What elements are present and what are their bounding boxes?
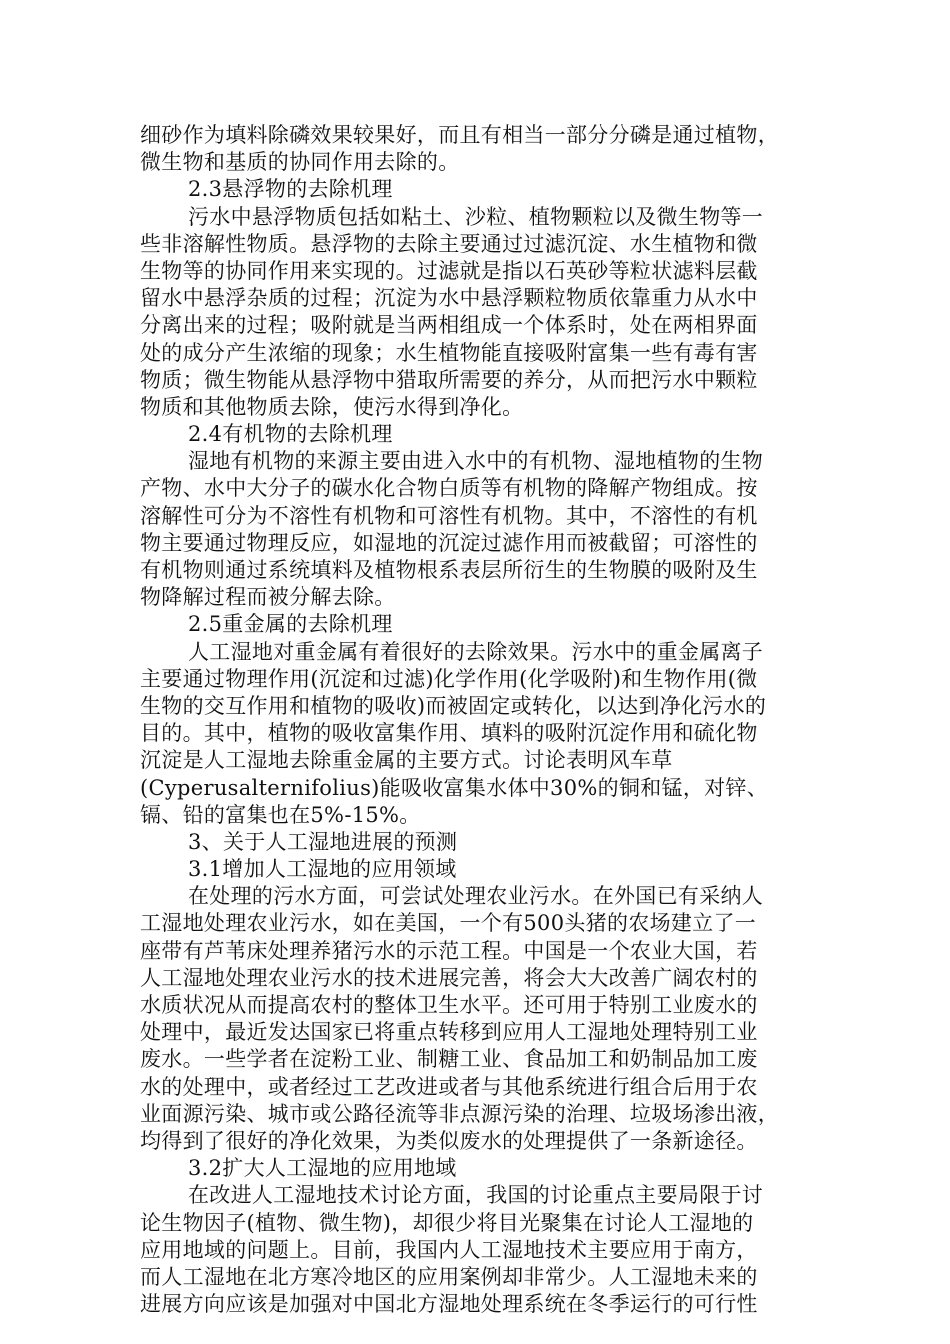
text-line: 座带有芦苇床处理养猪污水的示范工程。中国是一个农业大国，若 — [140, 938, 758, 963]
text-line: 处的成分产生浓缩的现象；水生植物能直接吸附富集一些有毒有害 — [140, 340, 758, 365]
text-line: 污水中悬浮物质包括如粘土、沙粒、植物颗粒以及微生物等一 — [188, 204, 764, 229]
text-line: 处理中，最近发达国家已将重点转移到应用人工湿地处理特别工业 — [140, 1020, 758, 1045]
text-line: 3、关于人工湿地进展的预测 — [188, 829, 458, 854]
text-line: 生物的交互作用和植物的吸收)而被固定或转化，以达到净化污水的 — [140, 693, 767, 718]
text-line: 业面源污染、城市或公路径流等非点源污染的治理、垃圾场渗出液， — [140, 1101, 779, 1126]
text-line: 人工湿地对重金属有着很好的去除效果。污水中的重金属离子 — [188, 639, 764, 664]
text-line: 湿地有机物的来源主要由进入水中的有机物、湿地植物的生物 — [188, 449, 764, 474]
text-line: 溶解性可分为不溶性有机物和可溶性有机物。其中，不溶性的有机 — [140, 503, 758, 528]
text-line: 论生物因子(植物、微生物)，却很少将目光聚集在讨论人工湿地的 — [140, 1210, 754, 1235]
text-line: (Cyperusalternifolius)能吸收富集水体中30%的铜和锰，对锌、 — [140, 775, 769, 800]
text-line: 分离出来的过程；吸附就是当两相组成一个体系时，处在两相界面 — [140, 313, 758, 338]
text-line: 产物、水中大分子的碳水化合物白质等有机物的降解产物组成。按 — [140, 476, 758, 501]
text-line: 3.2扩大人工湿地的应用地域 — [188, 1156, 457, 1181]
text-line: 2.5重金属的去除机理 — [188, 612, 393, 637]
text-line: 在改进人工湿地技术讨论方面，我国的讨论重点主要局限于讨 — [188, 1183, 764, 1208]
text-line: 镉、铅的富集也在5%-15%。 — [140, 802, 421, 827]
text-line: 2.4有机物的去除机理 — [188, 422, 393, 447]
text-line: 主要通过物理作用(沉淀和过滤)化学作用(化学吸附)和生物作用(微 — [140, 666, 758, 691]
text-line: 物主要通过物理反应，如湿地的沉淀过滤作用而被截留；可溶性的 — [140, 530, 758, 555]
text-line: 水的处理中，或者经过工艺改进或者与其他系统进行组合后用于农 — [140, 1074, 758, 1099]
text-line: 微生物和基质的协同作用去除的。 — [140, 150, 460, 175]
text-line: 有机物则通过系统填料及植物根系表层所衍生的生物膜的吸附及生 — [140, 558, 758, 582]
text-line: 目的。其中，植物的吸收富集作用、填料的吸附沉淀作用和硫化物 — [140, 721, 758, 746]
text-line: 3.1增加人工湿地的应用领域 — [188, 857, 457, 882]
text-line: 物质和其他物质去除，使污水得到净化。 — [140, 394, 524, 419]
text-line: 人工湿地处理农业污水的技术进展完善，将会大大改善广阔农村的 — [140, 965, 758, 990]
text-line: 在处理的污水方面，可尝试处理农业污水。在外国已有采纳人 — [188, 884, 764, 909]
text-line: 物质；微生物能从悬浮物中猎取所需要的养分，从而把污水中颗粒 — [140, 367, 758, 392]
text-line: 物降解过程而被分解去除。 — [140, 585, 396, 610]
text-line: 进展方向应该是加强对中国北方湿地处理系统在冬季运行的可行性 — [140, 1292, 758, 1317]
text-line: 些非溶解性物质。悬浮物的去除主要通过过滤沉淀、水生植物和微 — [140, 231, 758, 256]
document-body — [140, 122, 812, 1318]
text-line: 生物等的协同作用来实现的。过滤就是指以石英砂等粒状滤料层截 — [140, 258, 758, 283]
text-line: 细砂作为填料除磷效果较果好，而且有相当一部分分磷是通过植物， — [140, 123, 779, 147]
text-line: 均得到了很好的净化效果，为类似废水的处理提供了一条新途径。 — [140, 1128, 758, 1153]
text-line: 水质状况从而提高农村的整体卫生水平。还可用于特别工业废水的 — [140, 993, 758, 1017]
text-line: 工湿地处理农业污水，如在美国，一个有500头猪的农场建立了一 — [140, 911, 757, 936]
text-line: 应用地域的问题上。目前，我国内人工湿地技术主要应用于南方， — [140, 1237, 758, 1262]
text-line: 而人工湿地在北方寒冷地区的应用案例却非常少。人工湿地未来的 — [140, 1264, 758, 1289]
text-line: 2.3悬浮物的去除机理 — [188, 177, 393, 202]
text-line: 留水中悬浮杂质的过程；沉淀为水中悬浮颗粒物质依靠重力从水中 — [140, 286, 758, 311]
text-line: 沉淀是人工湿地去除重金属的主要方式。讨论表明风车草 — [140, 748, 673, 773]
text-line: 废水。一些学者在淀粉工业、制糖工业、食品加工和奶制品加工废 — [140, 1047, 758, 1072]
